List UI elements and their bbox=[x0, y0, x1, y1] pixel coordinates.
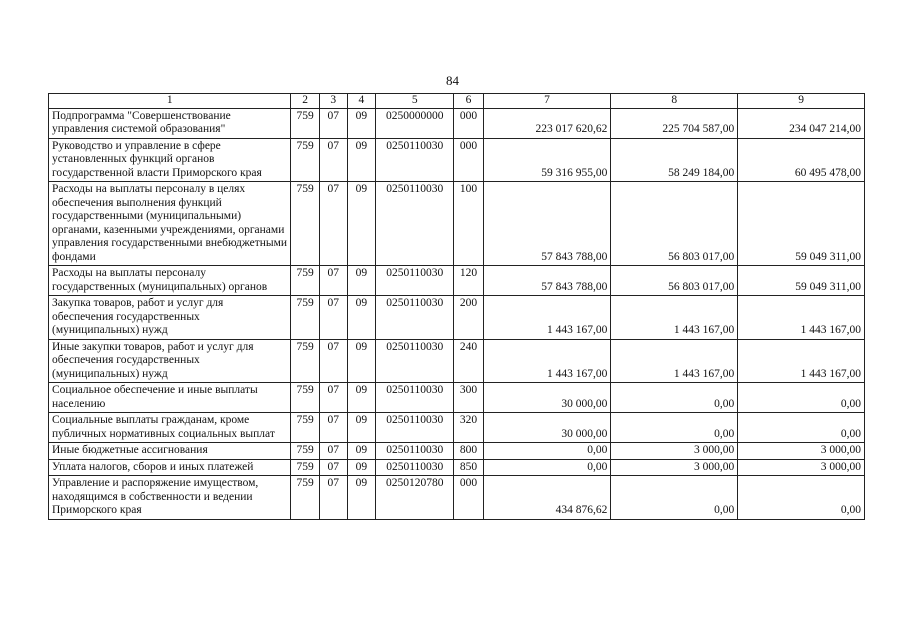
cell-amount-2: 0,00 bbox=[611, 383, 738, 413]
cell-amount-1: 57 843 788,00 bbox=[483, 182, 611, 266]
table-row bbox=[49, 296, 865, 340]
cell-subsection: 09 bbox=[347, 383, 375, 413]
cell-amount-3: 59 049 311,00 bbox=[738, 182, 865, 266]
table-row bbox=[49, 108, 865, 138]
cell-target-code: 0250000000 bbox=[376, 108, 454, 138]
cell-amount-3: 0,00 bbox=[738, 413, 865, 443]
cell-subsection: 09 bbox=[347, 108, 375, 138]
cell-subsection: 09 bbox=[347, 443, 375, 460]
cell-name: Уплата налогов, сборов и иных платежей bbox=[49, 459, 291, 476]
cell-name: Подпрограмма "Совершенствование управления системой образования" bbox=[49, 108, 291, 138]
cell-section: 07 bbox=[319, 266, 347, 296]
cell-ministry: 759 bbox=[291, 182, 319, 266]
cell-ministry: 759 bbox=[291, 108, 319, 138]
cell-ministry: 759 bbox=[291, 383, 319, 413]
cell-amount-3: 0,00 bbox=[738, 476, 865, 520]
cell-target-code: 0250110030 bbox=[376, 138, 454, 182]
cell-ministry: 759 bbox=[291, 339, 319, 383]
cell-expense-type: 000 bbox=[454, 138, 483, 182]
cell-name: Управление и распоряжение имуществом, находящимся в собственности и ведении Приморского края bbox=[49, 476, 291, 520]
cell-name: Руководство и управление в сфере установленных функций органов государственной власти Приморского края bbox=[49, 138, 291, 182]
cell-amount-2: 3 000,00 bbox=[611, 443, 738, 460]
cell-subsection: 09 bbox=[347, 339, 375, 383]
cell-section: 07 bbox=[319, 459, 347, 476]
cell-amount-2: 1 443 167,00 bbox=[611, 339, 738, 383]
cell-section: 07 bbox=[319, 476, 347, 520]
cell-amount-2: 0,00 bbox=[611, 476, 738, 520]
cell-subsection: 09 bbox=[347, 476, 375, 520]
col-header: 2 bbox=[291, 94, 319, 109]
cell-amount-2: 58 249 184,00 bbox=[611, 138, 738, 182]
cell-amount-1: 1 443 167,00 bbox=[483, 339, 611, 383]
cell-amount-1: 223 017 620,62 bbox=[483, 108, 611, 138]
cell-amount-3: 3 000,00 bbox=[738, 459, 865, 476]
cell-expense-type: 240 bbox=[454, 339, 483, 383]
col-header: 9 bbox=[738, 94, 865, 109]
cell-target-code: 0250110030 bbox=[376, 339, 454, 383]
cell-name: Социальное обеспечение и иные выплаты населению bbox=[49, 383, 291, 413]
cell-expense-type: 320 bbox=[454, 413, 483, 443]
cell-target-code: 0250110030 bbox=[376, 443, 454, 460]
cell-subsection: 09 bbox=[347, 413, 375, 443]
table-row bbox=[49, 443, 865, 460]
table-row bbox=[49, 266, 865, 296]
cell-expense-type: 200 bbox=[454, 296, 483, 340]
cell-subsection: 09 bbox=[347, 459, 375, 476]
cell-section: 07 bbox=[319, 182, 347, 266]
cell-target-code: 0250110030 bbox=[376, 459, 454, 476]
cell-subsection: 09 bbox=[347, 182, 375, 266]
cell-amount-3: 0,00 bbox=[738, 383, 865, 413]
table-row bbox=[49, 383, 865, 413]
cell-section: 07 bbox=[319, 413, 347, 443]
cell-ministry: 759 bbox=[291, 459, 319, 476]
cell-amount-3: 60 495 478,00 bbox=[738, 138, 865, 182]
col-header: 7 bbox=[483, 94, 611, 109]
cell-target-code: 0250120780 bbox=[376, 476, 454, 520]
cell-ministry: 759 bbox=[291, 296, 319, 340]
cell-subsection: 09 bbox=[347, 266, 375, 296]
table-row bbox=[49, 182, 865, 266]
cell-target-code: 0250110030 bbox=[376, 383, 454, 413]
table-row bbox=[49, 459, 865, 476]
cell-expense-type: 000 bbox=[454, 108, 483, 138]
cell-amount-1: 434 876,62 bbox=[483, 476, 611, 520]
cell-amount-2: 56 803 017,00 bbox=[611, 182, 738, 266]
cell-section: 07 bbox=[319, 108, 347, 138]
cell-ministry: 759 bbox=[291, 413, 319, 443]
table-row bbox=[49, 339, 865, 383]
cell-subsection: 09 bbox=[347, 138, 375, 182]
cell-name: Закупка товаров, работ и услуг для обеспечения государственных (муниципальных) нужд bbox=[49, 296, 291, 340]
cell-target-code: 0250110030 bbox=[376, 182, 454, 266]
cell-ministry: 759 bbox=[291, 266, 319, 296]
cell-amount-1: 59 316 955,00 bbox=[483, 138, 611, 182]
cell-expense-type: 850 bbox=[454, 459, 483, 476]
cell-section: 07 bbox=[319, 296, 347, 340]
cell-name: Иные закупки товаров, работ и услуг для обеспечения государственных (муниципальных) нужд bbox=[49, 339, 291, 383]
table-row bbox=[49, 476, 865, 520]
cell-subsection: 09 bbox=[347, 296, 375, 340]
table-row bbox=[49, 138, 865, 182]
col-header: 8 bbox=[611, 94, 738, 109]
cell-amount-1: 0,00 bbox=[483, 459, 611, 476]
cell-section: 07 bbox=[319, 138, 347, 182]
cell-amount-1: 57 843 788,00 bbox=[483, 266, 611, 296]
cell-expense-type: 120 bbox=[454, 266, 483, 296]
cell-amount-2: 1 443 167,00 bbox=[611, 296, 738, 340]
cell-expense-type: 800 bbox=[454, 443, 483, 460]
cell-amount-3: 1 443 167,00 bbox=[738, 339, 865, 383]
cell-amount-1: 30 000,00 bbox=[483, 413, 611, 443]
header-row bbox=[49, 94, 865, 109]
cell-name: Социальные выплаты гражданам, кроме публичных нормативных социальных выплат bbox=[49, 413, 291, 443]
cell-name: Расходы на выплаты персоналу государственных (муниципальных) органов bbox=[49, 266, 291, 296]
cell-amount-1: 0,00 bbox=[483, 443, 611, 460]
cell-section: 07 bbox=[319, 383, 347, 413]
cell-name: Расходы на выплаты персоналу в целях обеспечения выполнения функций государственными (муниципальными) органами, казенными учреждениями, органами управления государственными внебюджетными фондами bbox=[49, 182, 291, 266]
cell-amount-1: 1 443 167,00 bbox=[483, 296, 611, 340]
cell-target-code: 0250110030 bbox=[376, 413, 454, 443]
cell-ministry: 759 bbox=[291, 138, 319, 182]
cell-section: 07 bbox=[319, 339, 347, 383]
cell-amount-2: 225 704 587,00 bbox=[611, 108, 738, 138]
table-row bbox=[49, 413, 865, 443]
cell-expense-type: 000 bbox=[454, 476, 483, 520]
page-number: 84 bbox=[446, 73, 459, 88]
cell-amount-2: 3 000,00 bbox=[611, 459, 738, 476]
cell-target-code: 0250110030 bbox=[376, 266, 454, 296]
budget-table bbox=[48, 93, 865, 520]
cell-amount-3: 234 047 214,00 bbox=[738, 108, 865, 138]
cell-target-code: 0250110030 bbox=[376, 296, 454, 340]
col-header: 3 bbox=[319, 94, 347, 109]
cell-expense-type: 300 bbox=[454, 383, 483, 413]
cell-amount-3: 1 443 167,00 bbox=[738, 296, 865, 340]
cell-amount-2: 0,00 bbox=[611, 413, 738, 443]
cell-amount-2: 56 803 017,00 bbox=[611, 266, 738, 296]
col-header: 4 bbox=[347, 94, 375, 109]
cell-ministry: 759 bbox=[291, 476, 319, 520]
cell-amount-3: 3 000,00 bbox=[738, 443, 865, 460]
cell-ministry: 759 bbox=[291, 443, 319, 460]
cell-amount-3: 59 049 311,00 bbox=[738, 266, 865, 296]
col-header: 5 bbox=[376, 94, 454, 109]
col-header: 1 bbox=[49, 94, 291, 109]
cell-name: Иные бюджетные ассигнования bbox=[49, 443, 291, 460]
cell-section: 07 bbox=[319, 443, 347, 460]
cell-expense-type: 100 bbox=[454, 182, 483, 266]
cell-amount-1: 30 000,00 bbox=[483, 383, 611, 413]
col-header: 6 bbox=[454, 94, 483, 109]
